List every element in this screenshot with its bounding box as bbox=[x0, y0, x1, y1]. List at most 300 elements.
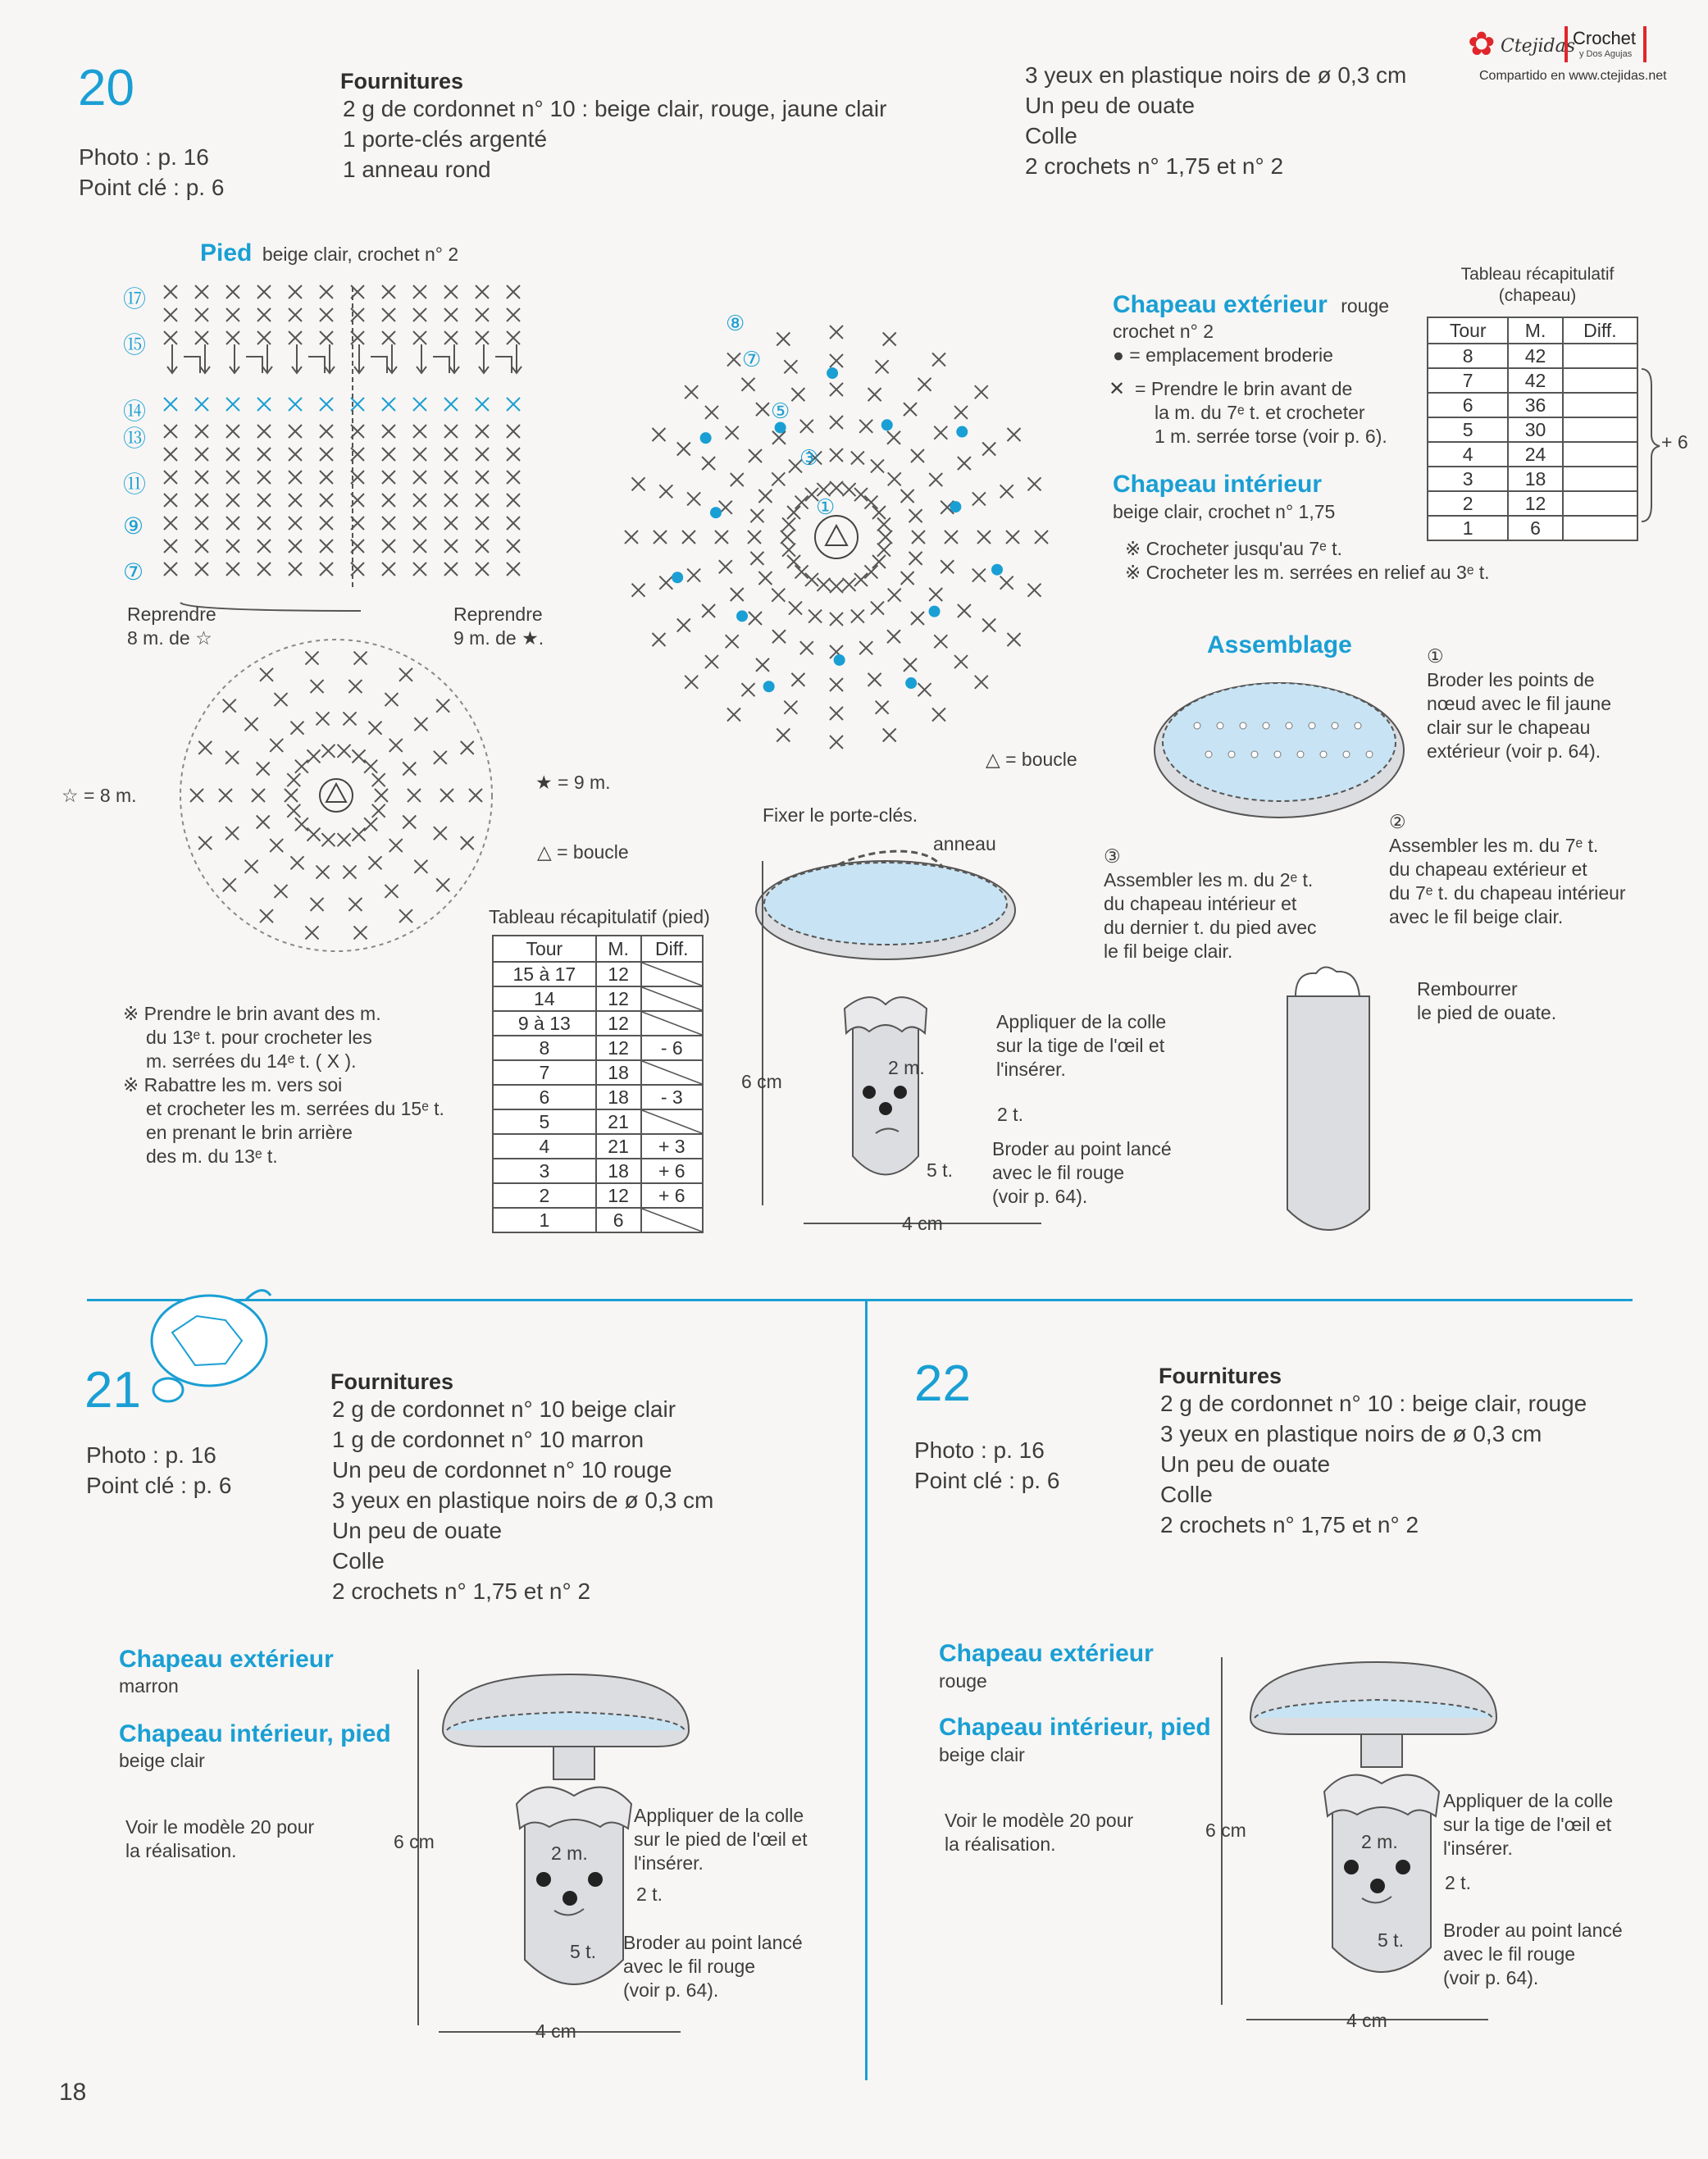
single-crochet-stitch bbox=[295, 818, 308, 831]
single-crochet-stitch bbox=[461, 741, 474, 754]
single-crochet-stitch bbox=[444, 471, 458, 484]
decrease-arrow bbox=[292, 344, 335, 373]
single-crochet-stitch bbox=[320, 308, 333, 321]
site-logo[interactable] bbox=[1468, 26, 1665, 85]
single-crochet-stitch bbox=[164, 398, 177, 411]
single-crochet-stitch bbox=[399, 909, 412, 922]
single-crochet-stitch bbox=[226, 331, 239, 344]
single-crochet-stitch bbox=[817, 483, 830, 496]
single-crochet-stitch bbox=[632, 584, 645, 597]
single-crochet-stitch bbox=[275, 885, 288, 898]
single-crochet-stitch bbox=[859, 420, 872, 433]
column-divider bbox=[865, 1301, 868, 2080]
star-left-label: ☆ = 8 m. bbox=[61, 785, 137, 806]
m22-t2: 2 t. bbox=[1445, 1872, 1471, 1893]
single-crochet-stitch bbox=[440, 789, 453, 802]
table-row bbox=[493, 1060, 703, 1085]
single-crochet-stitch bbox=[226, 517, 239, 530]
single-crochet-stitch bbox=[731, 588, 744, 601]
model-21-number: 21 bbox=[84, 1362, 141, 1419]
single-crochet-stitch bbox=[975, 385, 988, 399]
embroidery-dot bbox=[1205, 751, 1212, 758]
embroidery-dot bbox=[1228, 751, 1235, 758]
m22-width: 4 cm bbox=[1346, 2010, 1387, 2031]
m21-width: 4 cm bbox=[535, 2020, 576, 2042]
single-crochet-stitch bbox=[887, 431, 900, 444]
single-crochet-stitch bbox=[677, 443, 690, 456]
model-22-supplies-title: Fournitures bbox=[1159, 1364, 1282, 1388]
model-22-key: Point clé : p. 6 bbox=[914, 1468, 1060, 1493]
single-crochet-stitch bbox=[507, 331, 520, 344]
single-crochet-stitch bbox=[198, 741, 212, 754]
ext-note: ✕ = Prendre le brin avant de la m. du 7ᵉ t. et crocheter 1 m. serrée torse (voir p. 6). bbox=[1109, 378, 1387, 447]
single-crochet-stitch bbox=[929, 473, 942, 486]
single-crochet-stitch bbox=[260, 909, 273, 922]
m21-int-title: Chapeau intérieur, pied bbox=[119, 1720, 391, 1747]
single-crochet-stitch bbox=[257, 763, 270, 776]
single-crochet-stitch bbox=[705, 655, 718, 668]
single-crochet-stitch bbox=[164, 425, 177, 438]
table-cell: 18 bbox=[596, 1060, 641, 1085]
single-crochet-stitch bbox=[972, 569, 986, 582]
table-cell bbox=[1563, 393, 1637, 417]
table-cell: 1 bbox=[1428, 516, 1508, 540]
table-row bbox=[1428, 467, 1637, 491]
single-crochet-stitch bbox=[382, 425, 395, 438]
single-crochet-stitch bbox=[476, 494, 489, 507]
single-crochet-stitch bbox=[291, 722, 304, 735]
single-crochet-stitch bbox=[444, 448, 458, 461]
single-crochet-stitch bbox=[982, 619, 995, 632]
single-crochet-stitch bbox=[507, 285, 520, 298]
m22-t5: 5 t. bbox=[1378, 1929, 1404, 1951]
model-20-key: Point clé : p. 6 bbox=[79, 175, 225, 200]
single-crochet-stitch bbox=[469, 789, 482, 802]
section-divider bbox=[87, 1299, 1633, 1301]
table-cell: 9 à 13 bbox=[493, 1011, 596, 1036]
single-crochet-stitch bbox=[321, 833, 335, 846]
table-cell: 5 bbox=[1428, 417, 1508, 442]
embroidery-dot bbox=[834, 654, 845, 666]
m22-see: Voir le modèle 20 pour la réalisation. bbox=[945, 1810, 1134, 1855]
single-crochet-stitch bbox=[311, 898, 324, 911]
single-crochet-stitch bbox=[320, 398, 333, 411]
anneau-label: anneau bbox=[933, 833, 996, 854]
single-crochet-stitch bbox=[904, 403, 917, 416]
brace-label: + 6 bbox=[1661, 431, 1688, 453]
single-crochet-stitch bbox=[257, 563, 271, 576]
single-crochet-stitch bbox=[777, 333, 790, 346]
single-crochet-stitch bbox=[195, 494, 208, 507]
table-cell: 8 bbox=[493, 1036, 596, 1060]
single-crochet-stitch bbox=[389, 839, 403, 852]
decrease-arrow bbox=[354, 344, 397, 373]
single-crochet-stitch bbox=[195, 540, 208, 553]
single-crochet-stitch bbox=[507, 517, 520, 530]
model-21-key: Point clé : p. 6 bbox=[86, 1473, 232, 1498]
single-crochet-stitch bbox=[781, 531, 794, 544]
single-crochet-stitch bbox=[382, 308, 395, 321]
m22-height: 6 cm bbox=[1205, 1820, 1246, 1841]
single-crochet-stitch bbox=[625, 531, 638, 544]
single-crochet-stitch bbox=[348, 898, 362, 911]
model-20-supplies-col2: 3 yeux en plastique noirs de ø 0,3 cm Un peu de ouate Colle 2 crochets n° 1,75 et n° 2 bbox=[1025, 62, 1407, 179]
table-cell: 12 bbox=[596, 986, 641, 1011]
single-crochet-stitch bbox=[317, 866, 330, 879]
single-crochet-stitch bbox=[289, 331, 302, 344]
single-crochet-stitch bbox=[338, 745, 351, 758]
single-crochet-stitch bbox=[904, 658, 917, 672]
single-crochet-stitch bbox=[982, 443, 995, 456]
table-row bbox=[493, 1208, 703, 1232]
single-crochet-stitch bbox=[353, 749, 366, 763]
single-crochet-stitch bbox=[945, 531, 958, 544]
embroidery-dot bbox=[881, 419, 893, 430]
single-crochet-stitch bbox=[830, 449, 843, 462]
m22-int-color: beige clair bbox=[939, 1744, 1025, 1765]
single-crochet-stitch bbox=[830, 354, 843, 367]
single-crochet-stitch bbox=[1006, 531, 1019, 544]
single-crochet-stitch bbox=[476, 425, 489, 438]
single-crochet-stitch bbox=[742, 683, 755, 696]
int-subtitle: beige clair, crochet n° 1,75 bbox=[1113, 501, 1336, 522]
table-cell: 5 bbox=[493, 1109, 596, 1134]
single-crochet-stitch bbox=[444, 425, 458, 438]
single-crochet-stitch bbox=[782, 544, 795, 557]
table-cell: 36 bbox=[1508, 393, 1562, 417]
single-crochet-stitch bbox=[817, 578, 830, 591]
table-cell bbox=[1563, 516, 1637, 540]
single-crochet-stitch bbox=[257, 425, 271, 438]
logo-badge: Crochet bbox=[1573, 28, 1637, 48]
table-cell: 18 bbox=[1508, 467, 1562, 491]
single-crochet-stitch bbox=[476, 540, 489, 553]
single-crochet-stitch bbox=[354, 652, 367, 665]
table-row bbox=[1428, 368, 1637, 393]
model-20-number: 20 bbox=[78, 60, 134, 116]
decrease-arrow bbox=[417, 344, 459, 373]
single-crochet-stitch bbox=[434, 827, 447, 840]
m21-glue: Appliquer de la colle sur le pied de l'œil et l'insérer. bbox=[634, 1805, 808, 1874]
single-crochet-stitch bbox=[382, 494, 395, 507]
single-crochet-stitch bbox=[782, 517, 795, 531]
single-crochet-stitch bbox=[507, 308, 520, 321]
table-cell: 18 bbox=[596, 1085, 641, 1109]
single-crochet-stitch bbox=[830, 580, 843, 593]
single-crochet-stitch bbox=[1000, 485, 1013, 498]
assembly-step-2: ② Assembler les m. du 7ᵉ t. du chapeau extérieur et du 7ᵉ t. du chapeau intérieur avec le fil beige clair. bbox=[1389, 811, 1626, 927]
table-cell bbox=[641, 962, 703, 986]
single-crochet-stitch bbox=[164, 494, 177, 507]
embroidery-dot bbox=[1343, 751, 1350, 758]
single-crochet-stitch bbox=[507, 398, 520, 411]
star-right-label: ★ = 9 m. bbox=[535, 772, 611, 793]
cap-row-5: ⑤ bbox=[771, 399, 790, 424]
single-crochet-stitch bbox=[403, 815, 416, 828]
single-crochet-stitch bbox=[854, 488, 868, 501]
single-crochet-stitch bbox=[911, 449, 924, 462]
table-row bbox=[493, 962, 703, 986]
single-crochet-stitch bbox=[444, 331, 458, 344]
single-crochet-stitch bbox=[389, 739, 403, 752]
single-crochet-stitch bbox=[270, 839, 283, 852]
single-crochet-stitch bbox=[1008, 633, 1021, 646]
chapeau-table-title: Tableau récapitulatif (chapeau) bbox=[1460, 265, 1615, 305]
single-crochet-stitch bbox=[382, 398, 395, 411]
single-crochet-stitch bbox=[245, 860, 258, 873]
single-crochet-stitch bbox=[289, 398, 302, 411]
single-crochet-stitch bbox=[702, 457, 715, 470]
model-21-photo: Photo : p. 16 bbox=[86, 1442, 216, 1468]
single-crochet-stitch bbox=[877, 517, 890, 531]
pied-summary-table: Tour M. Diff. 15 à 17 12 14 12 9 à 13 12 8 12 - 6 7 18 6 18 - 3 5 21 4 21 + 3 3 18 + 6 2 12 + 6 1 6 bbox=[492, 935, 704, 1233]
table-cell: 24 bbox=[1508, 442, 1562, 467]
single-crochet-stitch bbox=[476, 517, 489, 530]
single-crochet-stitch bbox=[864, 565, 877, 578]
single-crochet-stitch bbox=[872, 555, 886, 568]
single-crochet-stitch bbox=[257, 398, 271, 411]
single-crochet-stitch bbox=[408, 789, 421, 802]
table-cell bbox=[1563, 368, 1637, 393]
single-crochet-stitch bbox=[289, 448, 302, 461]
keychain-height: 6 cm bbox=[741, 1071, 782, 1092]
single-crochet-stitch bbox=[245, 717, 258, 731]
turtle-icon bbox=[131, 1275, 279, 1423]
single-crochet-stitch bbox=[1000, 576, 1013, 590]
single-crochet-stitch bbox=[343, 866, 356, 879]
single-crochet-stitch bbox=[413, 540, 426, 553]
single-crochet-stitch bbox=[307, 749, 321, 763]
table-cell: 1 bbox=[493, 1208, 596, 1232]
embroidery-dot bbox=[763, 681, 775, 692]
embroidery-dot bbox=[1309, 722, 1315, 729]
single-crochet-stitch bbox=[918, 378, 931, 391]
table-row bbox=[1428, 491, 1637, 516]
ext-title-block bbox=[1113, 291, 1389, 319]
single-crochet-stitch bbox=[1027, 584, 1041, 597]
single-crochet-stitch bbox=[476, 398, 489, 411]
m22-ext-color: rouge bbox=[939, 1670, 987, 1692]
single-crochet-stitch bbox=[353, 828, 366, 841]
pied-subtitle: beige clair, crochet n° 2 bbox=[262, 244, 459, 265]
pied-title: Pied bbox=[200, 239, 253, 266]
single-crochet-stitch bbox=[226, 563, 239, 576]
single-crochet-stitch bbox=[403, 763, 416, 776]
embroidery-dot bbox=[1251, 751, 1258, 758]
int-title: Chapeau intérieur bbox=[1113, 471, 1323, 498]
pied-table-title: Tableau récapitulatif (pied) bbox=[489, 906, 710, 927]
single-crochet-stitch bbox=[830, 481, 843, 494]
single-crochet-stitch bbox=[909, 552, 922, 565]
cap-assembly-illustration bbox=[1148, 668, 1410, 832]
model-22-supplies: 2 g de cordonnet n° 10 : beige clair, rouge 3 yeux en plastique noirs de ø 0,3 cm Un peu de ouate Colle 2 crochets n° 1,75 et n° 2 bbox=[1160, 1391, 1587, 1537]
single-crochet-stitch bbox=[444, 563, 458, 576]
single-crochet-stitch bbox=[748, 531, 761, 544]
single-crochet-stitch bbox=[887, 630, 900, 643]
single-crochet-stitch bbox=[164, 285, 177, 298]
logo-brand: Ctejidas bbox=[1501, 36, 1576, 57]
single-crochet-stitch bbox=[476, 563, 489, 576]
model-20-photo: Photo : p. 16 bbox=[79, 144, 209, 170]
table-cell: 6 bbox=[1508, 516, 1562, 540]
single-crochet-stitch bbox=[830, 383, 843, 396]
keychain-m2: 2 m. bbox=[888, 1057, 925, 1078]
cap-row-8: ⑧ bbox=[726, 312, 745, 336]
cap-row-7: ⑦ bbox=[742, 348, 762, 372]
single-crochet-stitch bbox=[652, 428, 665, 441]
table-cell bbox=[641, 1011, 703, 1036]
single-crochet-stitch bbox=[727, 708, 740, 722]
single-crochet-stitch bbox=[226, 448, 239, 461]
embroidery-dot bbox=[1263, 722, 1269, 729]
embroidery-dot bbox=[1366, 751, 1373, 758]
single-crochet-stitch bbox=[382, 563, 395, 576]
m21-embroider: Broder au point lancé avec le fil rouge (voir p. 64). bbox=[623, 1932, 803, 2001]
single-crochet-stitch bbox=[382, 517, 395, 530]
decrease-arrow bbox=[230, 344, 272, 373]
single-crochet-stitch bbox=[868, 673, 881, 686]
embroidery-dot bbox=[1286, 722, 1292, 729]
single-crochet-stitch bbox=[320, 494, 333, 507]
single-crochet-stitch bbox=[444, 398, 458, 411]
single-crochet-stitch bbox=[941, 560, 954, 573]
single-crochet-stitch bbox=[772, 589, 785, 602]
single-crochet-stitch bbox=[413, 398, 426, 411]
single-crochet-stitch bbox=[808, 610, 822, 623]
single-crochet-stitch bbox=[726, 426, 739, 440]
single-crochet-stitch bbox=[702, 604, 715, 617]
embroidery-dot bbox=[700, 432, 712, 444]
m21-see: Voir le modèle 20 pour la réalisation. bbox=[125, 1816, 315, 1861]
single-crochet-stitch bbox=[414, 717, 427, 731]
single-crochet-stitch bbox=[287, 804, 300, 818]
m21-t5: 5 t. bbox=[570, 1941, 596, 1962]
table-cell: 2 bbox=[1428, 491, 1508, 516]
single-crochet-stitch bbox=[632, 477, 645, 490]
page-number: 18 bbox=[59, 2079, 87, 2106]
table-cell: 12 bbox=[596, 962, 641, 986]
embroidery-dot bbox=[950, 501, 961, 512]
ext-title: Chapeau extérieur bbox=[1113, 291, 1328, 318]
table-cell: - 6 bbox=[641, 1036, 703, 1060]
single-crochet-stitch bbox=[195, 563, 208, 576]
embroidery-dot bbox=[1194, 722, 1200, 729]
single-crochet-stitch bbox=[257, 308, 271, 321]
single-crochet-stitch bbox=[507, 425, 520, 438]
embroidery-dot bbox=[1320, 751, 1327, 758]
single-crochet-stitch bbox=[954, 406, 968, 419]
single-crochet-stitch bbox=[901, 490, 914, 503]
single-crochet-stitch bbox=[830, 678, 843, 691]
model-21-supplies-title: Fournitures bbox=[330, 1369, 454, 1394]
single-crochet-stitch bbox=[787, 555, 800, 568]
table-row bbox=[1428, 417, 1637, 442]
cap-row-1: ① bbox=[816, 495, 836, 520]
single-crochet-stitch bbox=[758, 490, 772, 503]
single-crochet-stitch bbox=[677, 619, 690, 632]
single-crochet-stitch bbox=[164, 540, 177, 553]
table-row bbox=[1428, 442, 1637, 467]
model-22-number: 22 bbox=[914, 1355, 971, 1412]
table-cell: 30 bbox=[1508, 417, 1562, 442]
single-crochet-stitch bbox=[307, 828, 321, 841]
table-cell: 2 bbox=[493, 1183, 596, 1208]
single-crochet-stitch bbox=[726, 635, 739, 648]
single-crochet-stitch bbox=[436, 878, 449, 891]
single-crochet-stitch bbox=[436, 699, 449, 713]
single-crochet-stitch bbox=[289, 563, 302, 576]
single-crochet-stitch bbox=[320, 540, 333, 553]
pied-title-block bbox=[200, 239, 458, 267]
single-crochet-stitch bbox=[476, 471, 489, 484]
table-cell: 8 bbox=[1428, 344, 1508, 368]
single-crochet-stitch bbox=[507, 448, 520, 461]
single-crochet-stitch bbox=[1008, 428, 1021, 441]
assemblage-title: Assemblage bbox=[1207, 631, 1352, 658]
embroidery-dot bbox=[929, 606, 941, 617]
single-crochet-stitch bbox=[972, 492, 986, 505]
embroidery-dot-legend: ● = emplacement broderie bbox=[1113, 344, 1333, 366]
table-cell: 4 bbox=[493, 1134, 596, 1159]
single-crochet-stitch bbox=[369, 722, 382, 735]
single-crochet-stitch bbox=[800, 641, 813, 654]
table-row bbox=[1428, 516, 1637, 540]
table-row bbox=[493, 986, 703, 1011]
single-crochet-stitch bbox=[382, 285, 395, 298]
embroidery-dot bbox=[905, 677, 917, 689]
single-crochet-stitch bbox=[444, 285, 458, 298]
single-crochet-stitch bbox=[289, 425, 302, 438]
single-crochet-stitch bbox=[195, 425, 208, 438]
single-crochet-stitch bbox=[226, 540, 239, 553]
m21-height: 6 cm bbox=[394, 1831, 435, 1852]
table-cell bbox=[641, 1109, 703, 1134]
single-crochet-stitch bbox=[257, 331, 271, 344]
table-cell: 6 bbox=[493, 1085, 596, 1109]
single-crochet-stitch bbox=[659, 485, 672, 498]
single-crochet-stitch bbox=[851, 610, 864, 623]
pied-notes: ※ Prendre le brin avant des m. du 13ᵉ t. pour crocheter les m. serrées du 14ᵉ t. ( X ). ※ Rabattre les m. vers soi et crocheter les m. serrées du 15ᵉ t. en prenant le brin arrière des m. du 13ᵉ t. bbox=[123, 1003, 444, 1167]
m22-ext-title: Chapeau extérieur bbox=[939, 1640, 1154, 1667]
single-crochet-stitch bbox=[320, 563, 333, 576]
single-crochet-stitch bbox=[830, 613, 843, 626]
single-crochet-stitch bbox=[777, 728, 790, 741]
table-row bbox=[493, 1159, 703, 1183]
m22-embroider: Broder au point lancé avec le fil rouge (voir p. 64). bbox=[1443, 1920, 1623, 1988]
loop-triangle-icon bbox=[826, 526, 847, 545]
model-21-supplies: 2 g de cordonnet n° 10 beige clair 1 g de cordonnet n° 10 marron Un peu de cordonnet n° 10 rouge 3 yeux en plastique noirs de ø 0,3 cm Un peu de ouate Colle 2 crochets n° 1,75 et n° 2 bbox=[332, 1396, 714, 1604]
table-cell: 15 à 17 bbox=[493, 962, 596, 986]
single-crochet-stitch bbox=[742, 378, 755, 391]
single-crochet-stitch bbox=[219, 789, 232, 802]
rembourrer-note: Rembourrer le pied de ouate. bbox=[1417, 978, 1557, 1023]
single-crochet-stitch bbox=[830, 707, 843, 720]
single-crochet-stitch bbox=[311, 680, 324, 693]
table-cell: 42 bbox=[1508, 368, 1562, 393]
single-crochet-stitch bbox=[871, 602, 884, 615]
single-crochet-stitch bbox=[226, 285, 239, 298]
single-crochet-stitch bbox=[461, 836, 474, 849]
single-crochet-stitch bbox=[476, 285, 489, 298]
embroidery-dot bbox=[991, 564, 1003, 576]
single-crochet-stitch bbox=[305, 652, 318, 665]
single-crochet-stitch bbox=[682, 531, 695, 544]
single-crochet-stitch bbox=[772, 630, 786, 643]
table-cell: + 6 bbox=[641, 1159, 703, 1183]
table-cell bbox=[641, 1208, 703, 1232]
m21-ext-title: Chapeau extérieur bbox=[119, 1646, 334, 1673]
single-crochet-stitch bbox=[929, 588, 942, 601]
